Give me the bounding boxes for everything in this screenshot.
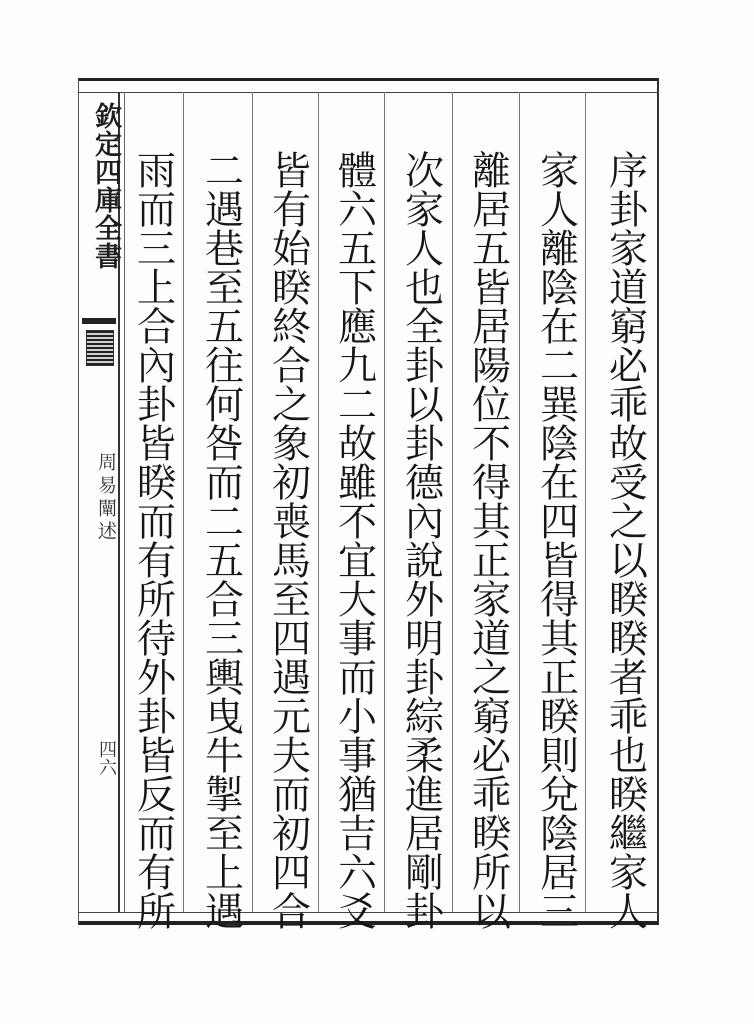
text-column-6: [258, 150, 318, 930]
fishtail-mark: [86, 330, 114, 366]
text-column-2: [526, 150, 586, 930]
column-rule: [384, 92, 385, 912]
column-rule: [519, 92, 520, 912]
text-column-4: [391, 150, 451, 930]
column-text: 體六五下應九二故雖不宜大事而小事猶吉六爻: [331, 150, 377, 930]
column-rule: [318, 92, 319, 912]
column-rule: [183, 92, 184, 912]
text-column-5: [324, 150, 384, 930]
text-column-7: [191, 150, 251, 930]
top-rule: [78, 92, 659, 93]
column-text: 二遇巷至五往何咎而二五合三輿曳牛掣至上遇: [198, 150, 244, 930]
column-text: 序卦家道窮必乖故受之以睽睽者乖也睽繼家人: [602, 150, 648, 930]
text-column-1: [595, 150, 655, 930]
text-column-3: [458, 150, 518, 930]
column-text: 次家人也全卦以卦德內說外明卦綜柔進居剛卦: [398, 150, 444, 930]
column-text: 雨而三上合內卦皆睽而有所待外卦皆反而有所: [130, 150, 176, 930]
book-title: 周易闡述: [95, 452, 117, 544]
column-text: 家人離陰在二巽陰在四皆得其正睽則兌陰居三: [533, 150, 579, 930]
page-number: 四六: [96, 740, 117, 776]
column-text: 離居五皆居陽位不得其正家道之窮必乖睽所以: [465, 150, 511, 930]
column-rule: [252, 92, 253, 912]
fishtail-bar: [82, 318, 116, 324]
column-rule: [452, 92, 453, 912]
series-title: 欽定四庫全書: [90, 102, 121, 270]
column-text: 皆有始睽終合之象初喪馬至四遇元夫而初四合: [265, 150, 311, 930]
text-column-8: [123, 150, 183, 930]
